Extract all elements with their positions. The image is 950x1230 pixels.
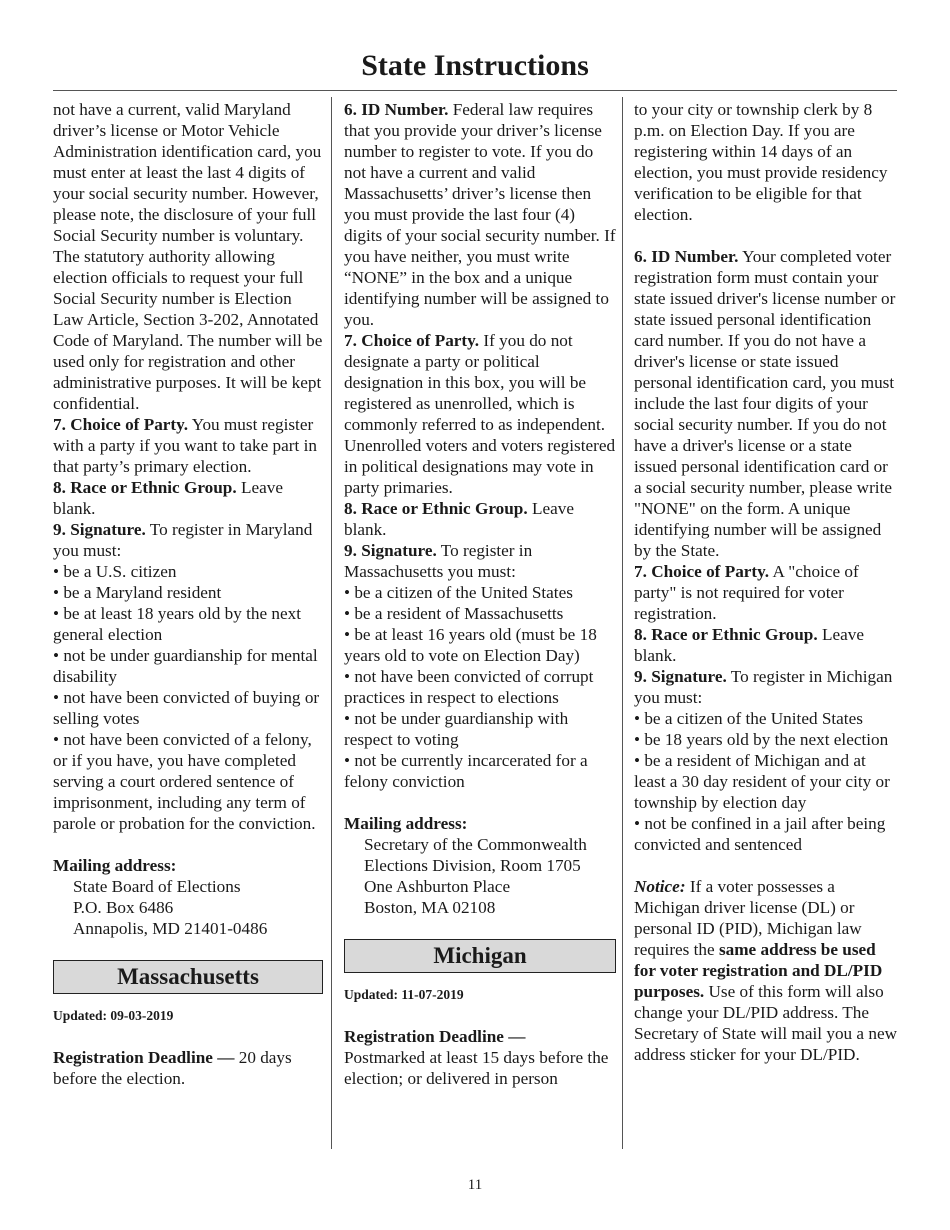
requirement-bullet: • not be under guardianship with respect to voting xyxy=(344,709,569,749)
item-label: 9. Signature. xyxy=(634,667,727,686)
state-header-michigan: Michigan xyxy=(344,939,616,973)
item-label: 7. Choice of Party. xyxy=(634,562,770,581)
notice-text: Use of this form will also change your DL/PID address. The Secretary of State will mail you a new address sticker for your DL/PID. xyxy=(634,982,897,1064)
requirement-bullet: • not be under guardianship for mental disability xyxy=(53,646,318,686)
requirement-bullet: • not have been convicted of a felony, or if you have, you have completed serving a court ordered sentence of imprisonment, including any term of parole or probation for the conviction. xyxy=(53,730,316,833)
requirement-bullet: • be a resident of Massachusetts xyxy=(344,604,564,623)
mailing-label-text: Mailing address: xyxy=(344,814,468,833)
item-text: Leave blank. xyxy=(634,625,864,665)
michigan-deadline-continued: to your city or township clerk by 8 p.m. on Election Day. If you are registering within 14 days of an election, you must provide residency verification to be eligible for that election. xyxy=(634,100,888,224)
state-header-massachusetts: Massachusetts xyxy=(53,960,323,994)
michigan-item-9 xyxy=(634,666,898,708)
page-title: State Instructions xyxy=(361,49,589,82)
item-text: You must register with a party if you want to take part in that party’s primary election. xyxy=(53,415,317,476)
item-text: Your completed voter registration form must contain your state issued driver's license number or state issued personal identification card number. If you do not have a driver's license or state issued personal identification card, you must include the last four digits of your social security number. If you do not have a driver's license or a state issued personal identification card or a social security number, please write "NONE" on the form. A unique identifying number will be assigned by the State. xyxy=(634,247,896,560)
requirement-bullet: • not have been convicted of corrupt practices in respect to elections xyxy=(344,667,594,707)
item-label: 8. Race or Ethnic Group. xyxy=(634,625,818,644)
column-divider-1 xyxy=(331,97,332,1149)
item-text: If you do not designate a party or political designation in this box, you will be registered as unenrolled, which is commonly referred to as independent. Unenrolled voters and voters registered in political designations may vote in party primaries. xyxy=(344,331,616,497)
registration-deadline xyxy=(344,1026,616,1089)
massachusetts-item-8 xyxy=(344,498,616,540)
address-line: Elections Division, Room 1705 xyxy=(364,856,581,875)
item-label: 8. Race or Ethnic Group. xyxy=(344,499,528,518)
item-label: 7. Choice of Party. xyxy=(53,415,189,434)
notice-bold-text: same address be used for voter registration and DL/PID purposes. xyxy=(634,940,883,1001)
column-3 xyxy=(634,99,898,1065)
address-line: Annapolis, MD 21401-0486 xyxy=(73,919,268,938)
massachusetts-item-6 xyxy=(344,99,616,330)
address-line: One Ashburton Place xyxy=(364,877,511,896)
item-text: Federal law requires that you provide your driver’s license number to register to vote. If you do not have a current and valid Massachusetts’ driver’s license then you must provide the last four (4) digits of your social security number. If you have neither, you must write “NONE” in the box and a unique identifying number will be assigned to you. xyxy=(344,100,616,329)
address-line: P.O. Box 6486 xyxy=(73,898,174,917)
address-line: Secretary of the Commonwealth xyxy=(364,835,587,854)
maryland-id-paragraph: not have a current, valid Maryland driver’s license or Motor Vehicle Administration identification card, you must enter at least the last 4 digits of your social security number. However, please note, the disclosure of your full Social Security number is voluntary. The statutory authority allowing election officials to request your full Social Security number is Election Law Article, Section 3-202, Annotated Code of Maryland. The number will be used only for registration and other administrative purposes. It will be kept confidential. xyxy=(53,100,323,413)
address-line: State Board of Elections xyxy=(73,877,241,896)
mailing-address-label xyxy=(344,813,616,834)
column-divider-2 xyxy=(622,97,623,1149)
mailing-label-text: Mailing address: xyxy=(53,856,177,875)
item-text: To register in Michigan you must: xyxy=(634,667,893,707)
column-2 xyxy=(344,99,616,1089)
requirement-bullet: • not have been convicted of buying or selling votes xyxy=(53,688,320,728)
requirement-bullet: • be at least 16 years old (must be 18 years old to vote on Election Day) xyxy=(344,625,597,665)
requirement-bullet: • be 18 years old by the next election xyxy=(634,730,889,749)
michigan-item-6 xyxy=(634,246,898,561)
item-label: 7. Choice of Party. xyxy=(344,331,480,350)
requirement-bullet: • be a U.S. citizen xyxy=(53,562,177,581)
notice-text: If a voter possesses a Michigan driver license (DL) or personal ID (PID), Michigan law requires the xyxy=(634,877,862,959)
michigan-item-7 xyxy=(634,561,898,624)
column-1 xyxy=(53,99,323,1089)
deadline-text: 20 days before the election. xyxy=(53,1048,292,1088)
requirement-bullet: • be at least 18 years old by the next general election xyxy=(53,604,302,644)
massachusetts-item-7 xyxy=(344,330,616,498)
requirement-bullet: • not be confined in a jail after being convicted and sentenced xyxy=(634,814,886,854)
item-label: 6. ID Number. xyxy=(344,100,449,119)
deadline-text: Postmarked at least 15 days before the election; or delivered in person xyxy=(344,1048,609,1088)
michigan-item-8 xyxy=(634,624,898,666)
maryland-item-7 xyxy=(53,414,323,477)
item-label: 6. ID Number. xyxy=(634,247,739,266)
title-divider xyxy=(53,90,897,91)
page-number: 11 xyxy=(467,1177,483,1193)
registration-deadline xyxy=(53,1047,323,1089)
requirement-bullet: • be a citizen of the United States xyxy=(344,583,573,602)
item-label: 9. Signature. xyxy=(53,520,146,539)
updated-date: Updated: 11-07-2019 xyxy=(344,987,464,1002)
michigan-notice xyxy=(634,876,898,1065)
address-line: Boston, MA 02108 xyxy=(364,898,496,917)
massachusetts-item-9 xyxy=(344,540,616,582)
item-text: To register in Maryland you must: xyxy=(53,520,313,560)
deadline-label: Registration Deadline — xyxy=(344,1027,526,1046)
item-label: 8. Race or Ethnic Group. xyxy=(53,478,237,497)
maryland-item-9 xyxy=(53,519,323,561)
item-text: Leave blank. xyxy=(53,478,283,518)
maryland-item-8 xyxy=(53,477,323,519)
notice-label: Notice: xyxy=(634,877,686,896)
deadline-label: Registration Deadline — xyxy=(53,1048,235,1067)
item-text: Leave blank. xyxy=(344,499,574,539)
requirement-bullet: • not be currently incarcerated for a felony conviction xyxy=(344,751,588,791)
item-text: A "choice of party" is not required for voter registration. xyxy=(634,562,859,623)
mailing-address-label xyxy=(53,855,323,876)
requirement-bullet: • be a resident of Michigan and at least a 30 day resident of your city or township by election day xyxy=(634,751,890,812)
requirement-bullet: • be a citizen of the United States xyxy=(634,709,863,728)
item-label: 9. Signature. xyxy=(344,541,437,560)
requirement-bullet: • be a Maryland resident xyxy=(53,583,222,602)
item-text: To register in Massachusetts you must: xyxy=(344,541,533,581)
updated-date: Updated: 09-03-2019 xyxy=(53,1008,174,1023)
